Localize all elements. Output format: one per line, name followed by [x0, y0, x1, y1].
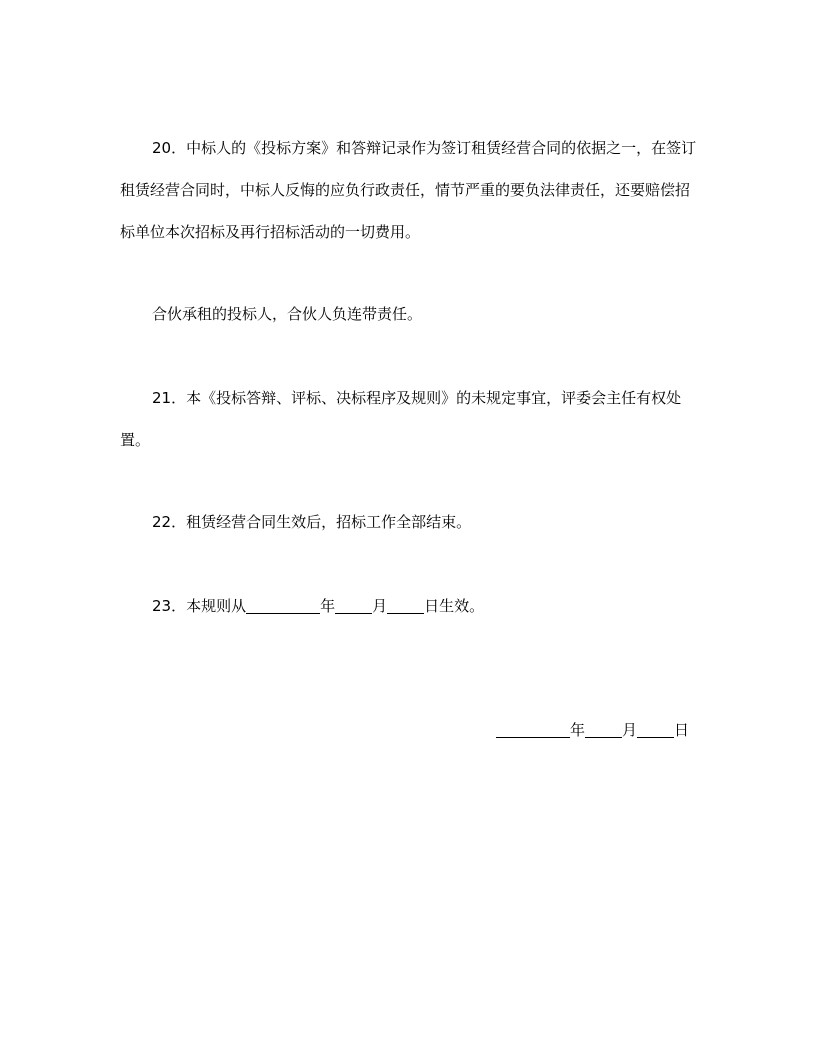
clause-22-paragraph: 22．租赁经营合同生效后，招标工作全部结束。 — [152, 513, 472, 531]
signature-date — [496, 709, 696, 751]
clause-21-paragraph: 21．本《投标答辩、评标、决标程序及规则》的未规定事宜，评委会主任有权处置。 — [120, 389, 682, 449]
joint-bidder-paragraph: 合伙承租的投标人，合伙人负连带责任。 — [152, 305, 423, 323]
signature-month-label: 月 — [622, 721, 638, 739]
month-blank — [335, 597, 372, 614]
month-label: 月 — [372, 597, 388, 615]
day-blank — [387, 597, 424, 614]
effective-suffix: 日生效。 — [424, 597, 485, 615]
signature-day-label: 日 — [674, 721, 690, 739]
clause-20-paragraph: 20．中标人的《投标方案》和答辩记录作为签订租赁经营合同的依据之一，在签订租赁经营合同时，中标人反悔的应负行政责任，情节严重的要负法律责任，还要赔偿招标单位本次招标及再行招标活动的一切费用。 — [120, 139, 697, 241]
signature-day-blank — [637, 721, 674, 738]
signature-month-blank — [585, 721, 622, 738]
signature-year-label: 年 — [570, 721, 586, 739]
clause-23-prefix: 23．本规则从 — [152, 597, 247, 615]
year-blank — [246, 597, 320, 614]
clause-23-paragraph — [120, 585, 700, 627]
year-label: 年 — [320, 597, 336, 615]
signature-year-blank — [496, 721, 570, 738]
